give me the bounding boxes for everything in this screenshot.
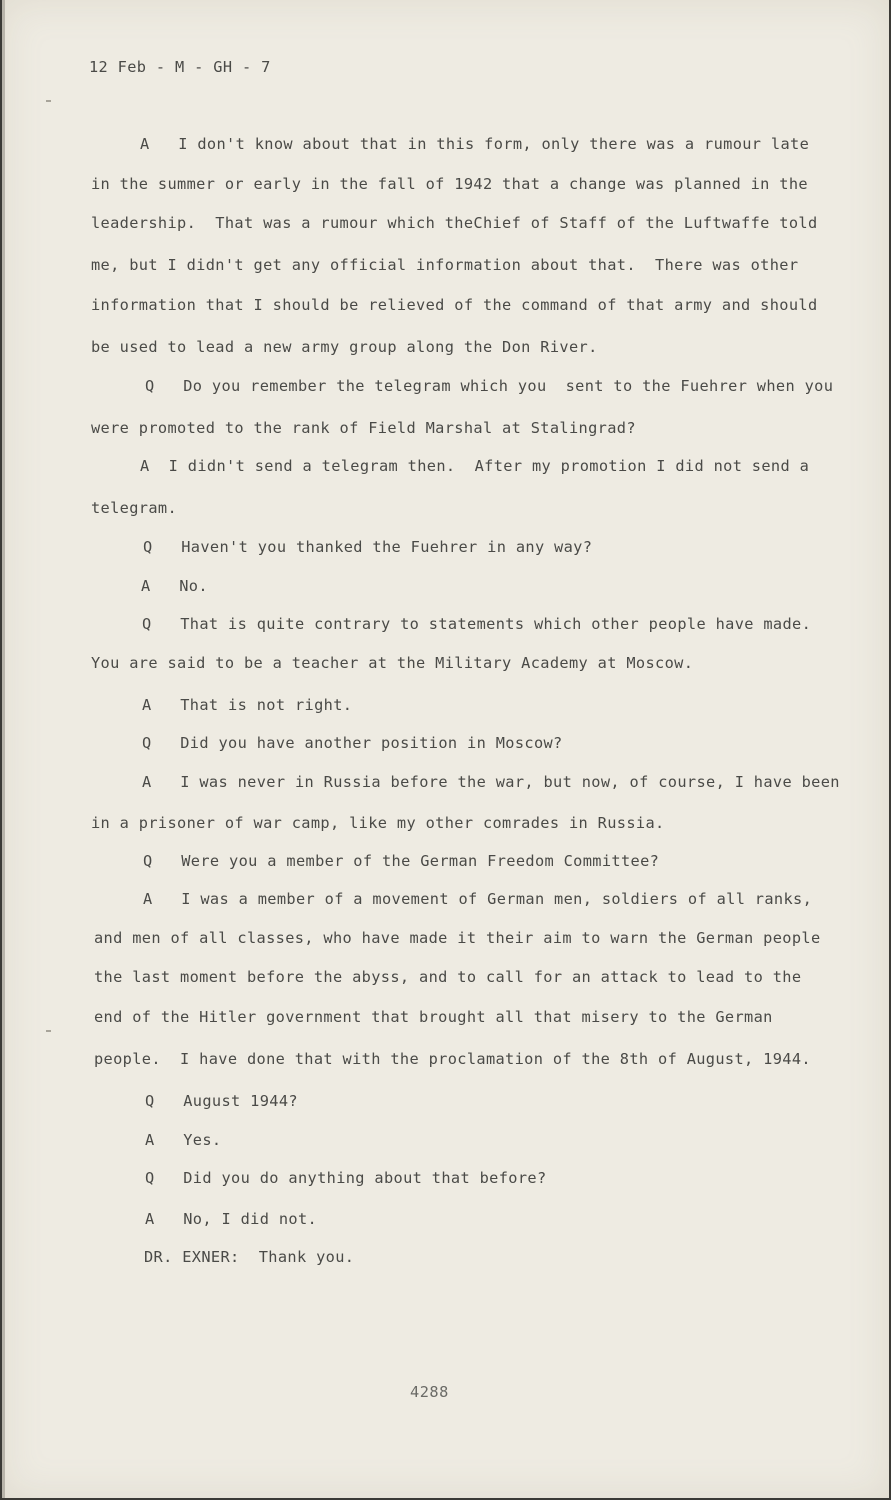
text-line: A I was a member of a movement of German men, soldiers of all ranks, (143, 890, 813, 908)
text-line: A Yes. (145, 1131, 222, 1149)
text-line: Q Do you remember the telegram which you sent to the Fuehrer when you (145, 377, 834, 395)
text-line: Q Did you have another position in Moscow? (142, 734, 563, 752)
text-line: Q August 1944? (145, 1092, 298, 1110)
text-line: telegram. (91, 499, 178, 517)
page-header: 12 Feb - M - GH - 7 (89, 58, 271, 76)
text-line: A No. (141, 577, 208, 595)
text-line: leadership. That was a rumour which theChief of Staff of the Luftwaffe told (91, 214, 818, 232)
text-line: end of the Hitler government that brought all that misery to the German (94, 1008, 773, 1026)
text-line: were promoted to the rank of Field Marshal at Stalingrad? (91, 419, 636, 437)
text-line: A No, I did not. (145, 1210, 318, 1228)
text-line: A That is not right. (142, 696, 353, 714)
text-line: and men of all classes, who have made it their aim to warn the German people (94, 929, 821, 947)
text-line: You are said to be a teacher at the Military Academy at Moscow. (91, 654, 694, 672)
text-line: A I was never in Russia before the war, but now, of course, I have been (142, 773, 840, 791)
text-line: A I didn't send a telegram then. After my promotion I did not send a (140, 457, 810, 475)
margin-mark (46, 100, 51, 102)
page-edge (2, 0, 5, 1498)
margin-mark (46, 1030, 51, 1032)
text-line: me, but I didn't get any official information about that. There was other (91, 256, 799, 274)
text-line: the last moment before the abyss, and to call for an attack to lead to the (94, 968, 802, 986)
text-line: information that I should be relieved of the command of that army and should (91, 296, 818, 314)
text-line: in a prisoner of war camp, like my other comrades in Russia. (91, 814, 665, 832)
text-line: people. I have done that with the proclamation of the 8th of August, 1944. (94, 1050, 811, 1068)
page-number: 4288 (410, 1383, 449, 1401)
text-line: be used to lead a new army group along the Don River. (91, 338, 598, 356)
document-page (2, 0, 889, 1498)
text-line: Q That is quite contrary to statements which other people have made. (142, 615, 812, 633)
text-line: DR. EXNER: Thank you. (144, 1248, 355, 1266)
text-line: Q Did you do anything about that before? (145, 1169, 547, 1187)
text-line: Q Were you a member of the German Freedom Committee? (143, 852, 660, 870)
text-line: Q Haven't you thanked the Fuehrer in any way? (143, 538, 593, 556)
text-line: A I don't know about that in this form, only there was a rumour late (140, 135, 810, 153)
text-line: in the summer or early in the fall of 1942 that a change was planned in the (91, 175, 808, 193)
